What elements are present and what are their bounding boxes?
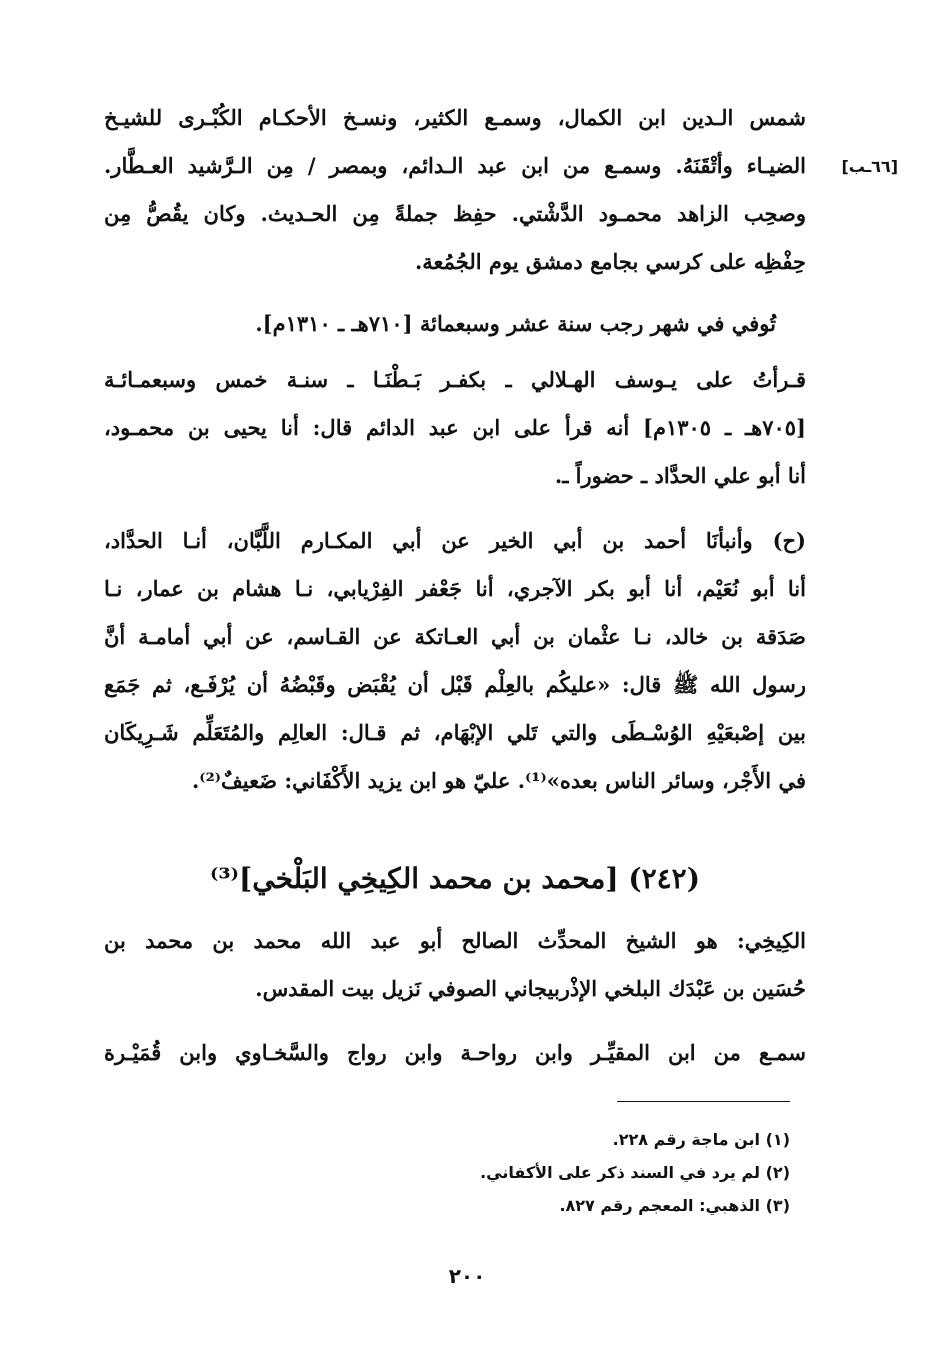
footnotes bbox=[440, 1123, 790, 1222]
text-line: تُوفي في شهر رجب سنة عشر وسبعمائة [٧١٠هـ ـ ١٣١٠م]. bbox=[255, 311, 776, 336]
footnote-item: (١) ابن ماجة رقم ٢٢٨. bbox=[612, 1130, 790, 1149]
text-line: وصحِب الزاهد محمـود الدَّشْتي. حفِظ جملةً مِن الحـديث. وكان يقُصُّ مِن bbox=[104, 201, 806, 226]
paragraph-death-date bbox=[104, 300, 806, 348]
footnote-item: (٣) الذهبي: المعجم رقم ٨٢٧. bbox=[559, 1196, 790, 1215]
text-line: سمـع من ابن المقيِّـر وابن رواحـة وابن رواج والسَّخـاوي وابن قُمَيْـرة bbox=[104, 1040, 806, 1065]
paragraph-biography-1 bbox=[104, 94, 806, 286]
footnote-separator bbox=[617, 1101, 790, 1102]
text-line: (ح) وأنبأنَا أحمد بن أبي الخير عن أبي المكـارم اللَّبَّان، أنـا الحدَّاد، bbox=[104, 528, 806, 553]
text-line: حُسَين بن عَبْدَك البلخي الإذْربيجاني الصوفي نَزيل بيت المقدس. bbox=[255, 976, 806, 1001]
paragraph-entry-intro bbox=[104, 917, 806, 1013]
text-line: شمس الـدين ابن الكمال، وسمـع الكثير، ونسـخ الأحكـام الكُبْـرى للشيـخ bbox=[104, 105, 806, 130]
page-number: ٢٠٠ bbox=[448, 1264, 486, 1288]
text-line: قـرأتُ على يـوسف الهـلالي ـ بكفـر بَـطْنَـا ـ سنـة خمس وسبعمـائـة bbox=[104, 367, 806, 392]
text-line: [٧٠٥هـ ـ ١٣٠٥م] أنه قرأ على ابن عبد الدائم قال: أنا يحيى بن محمـود، bbox=[104, 415, 806, 440]
text-line: صَدَقة بن خالد، نـا عثْمان بن أبي العـاتكة عن القـاسم، عن أبي أمامـة أنَّ bbox=[104, 624, 806, 649]
text-line: الضيـاء وأتْقَنَهُ. وسمـع من ابن عبد الـدائم، وبمصر / مِن الـرَّشيد العـطَّار. bbox=[104, 153, 806, 178]
footnote-item: (٢) لم يرد في السند ذكر على الأكفاني. bbox=[480, 1163, 790, 1182]
margin-folio-note: [٦٦ـب] bbox=[841, 157, 898, 176]
text-line: أنا أبو علي الحدَّاد ـ حضوراً ـ. bbox=[554, 463, 806, 488]
text-line: الكِيخِي: هو الشيخ المحدِّث الصالح أبو عبد الله محمد بن محمد بن bbox=[104, 928, 806, 953]
text-line: رسول الله ﷺ قال: «عليكُم بالعِلْم قَبْل أن يُقْبَض وقَبْضُهُ أن يُرْفَـع، ثم جَمَع bbox=[104, 672, 806, 697]
text-line: حِفْظِه على كرسي بجامع دمشق يوم الجُمُعة. bbox=[414, 249, 806, 274]
text-line: بين إصْبعَيْهِ الوُسْـطَى والتي تَلي الإبْهَام، ثم قـال: العالِم والمُتَعَلِّم شَـرِيكَان bbox=[104, 720, 806, 745]
paragraph-reading bbox=[104, 356, 806, 500]
entry-heading: (٢٤٢) [محمد بن محمد الكِيخِي البَلْخي]⁽³⁾ bbox=[210, 862, 700, 895]
text-line: في الأَجْر، وسائر الناس بعده»⁽¹⁾. عليّ هو ابن يزيد الأَكْفَاني: ضَعيفٌ⁽²⁾. bbox=[191, 768, 806, 793]
paragraph-entry-teachers bbox=[104, 1029, 806, 1077]
text-line: أنا أبو نُعَيْم، أنا أبو بكر الآجري، أنا جَعْفر الفِرْيابي، نـا هشام بن عمار، نـا bbox=[104, 576, 806, 601]
paragraph-hadith bbox=[104, 517, 806, 805]
